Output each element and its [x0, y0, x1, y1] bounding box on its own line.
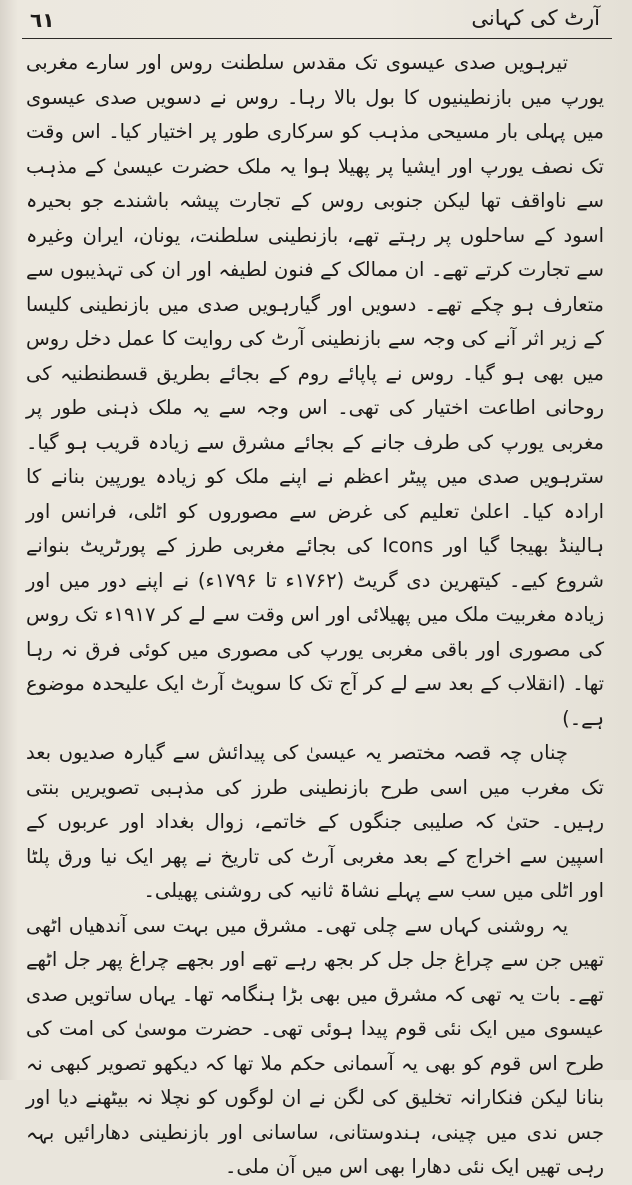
paragraph-3: یہ روشنی کہاں سے چلی تھی۔ مشرق میں بہت سی آندھیاں اٹھی تھیں جن سے چراغ جل جل کر بجھ رہے تھے اور بجھے چراغ پھر جل اٹھے تھے۔ بات یہ تھی کہ مشرق میں بھی بڑا ہنگامہ تھا۔ یہاں ساتویں صدی عیسوی میں ایک نئی قوم پیدا ہوئی تھی۔ حضرت موسیٰ کی امت کی طرح اس قوم کو بھی یہ آسمانی حکم ملا تھا کہ دیکھو تصویر کبھی نہ بنانا لیکن فنکارانہ تخلیق کی لگن نے ان لوگوں کو نچلا نہ بیٹھنے دیا اور جس ندی میں چینی، ہندوستانی، ساسانی اور بازنطینی دھارائیں بہہ رہی تھیں ایک نئی دھارا بھی اس میں آن ملی۔ — [26, 913, 604, 1178]
running-title: آرٹ کی کہانی — [471, 6, 600, 30]
header-rule — [22, 38, 612, 39]
paragraph-1-text: تیرہویں صدی عیسوی تک مقدس سلطنت روس اور سارے مغربی یورپ میں بازنطینیوں کا بول بالا رہا۔ روس نے دسویں صدی عیسوی میں پہلی بار مسیحی مذہب کو سرکاری طور پر اختیار کیا۔ اس وقت تک نصف یورپ اور ایشیا پر پھیلا ہوا یہ ملک حضرت عیسیٰ کے مذہب سے ناواقف تھا لیکن جنوبی روس کے تجارت پیشہ باشندے جو بحیرہ اسود کے ساحلوں پر رہتے تھے، بازنطینی سلطنت، یونان، ایران وغیرہ سے تجارت کرتے تھے۔ ان ممالک کے فنون لطیفہ اور ان کی تہذیبوں سے متعارف ہو چکے تھے۔ دسویں اور گیارہویں صدی میں بازنطینی کلیسا کے زیر اثر آنے کی وجہ سے بازنطینی آرٹ کی روایت کا عمل دخل روس میں بھی ہو گیا۔ روس نے پاپائے روم کے بجائے بطریق قسطنطنیہ کی روحانی اطاعت اختیار کی تھی۔ اس وجہ سے یہ ملک ذہنی طور پر مغربی یورپ کی طرف جانے کے بجائے مشرق سے زیادہ قریب ہو گیا۔ سترہویں صدی میں پیٹر اعظم نے اپنے ملک کو زیادہ یورپین بنانے کا ارادہ کیا۔ اعلیٰ تعلیم کی غرض سے مصوروں کو اٹلی، فرانس اور ہالینڈ بھیجا گیا اور — [26, 51, 604, 557]
paragraph-1-continuation: کی بجائے مغربی طرز کے پورٹریٹ بنوانے شروع کیے۔ کیتھرین دی گریٹ (۱۷۶۲ء تا ۱۷۹۶ء) نے اپنے دور میں اور زیادہ مغربیت ملک میں پھیلائی اور اس وقت سے لے کر ۱۹۱۷ء تک روس کی مصوری اور باقی مغربی یورپ کی مصوری میں کوئی فرق نہ رہا تھا۔ (انقلاب کے بعد سے لے کر آج تک کا سویٹ آرٹ ایک علیحدہ موضوع ہے۔) — [26, 534, 604, 730]
paragraph-1 — [26, 46, 604, 736]
body-text — [26, 46, 604, 1178]
page-header — [0, 0, 632, 42]
paragraph-2: چناں چہ قصہ مختصر یہ عیسیٰ کی پیدائش سے گیارہ صدیوں بعد تک مغرب میں اسی طرح بازنطینی طرز کی مذہبی تصویریں بنتی رہیں۔ حتیٰ کہ صلیبی جنگوں کے خاتمے، زوال بغداد اور عربوں کے اسپین سے اخراج کے بعد مغربی آرٹ کی تاریخ نے پھر ایک نیا ورق پلٹا اور اٹلی میں سب سے پہلے نشاۃ ثانیہ کی روشنی پھیلی۔ — [26, 741, 604, 902]
inline-term-icons: Icons — [382, 534, 434, 557]
page-number: ٦١ — [30, 8, 55, 32]
